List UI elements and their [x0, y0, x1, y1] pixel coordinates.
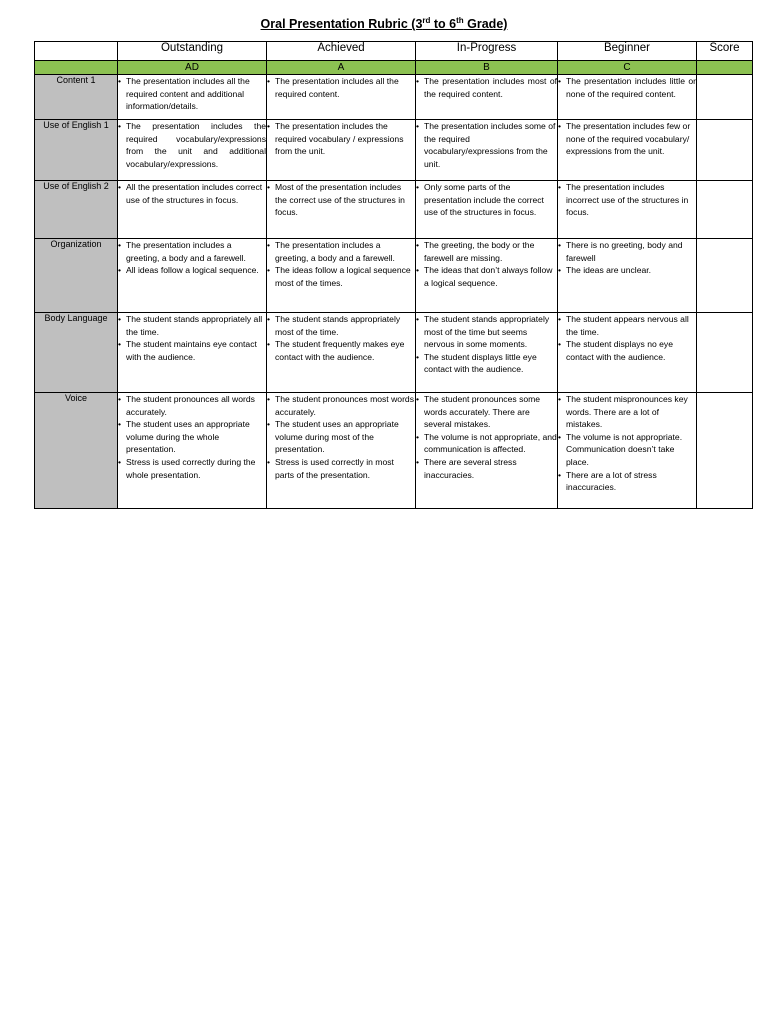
descriptor-item: • The volume is not appropriate. Communication doesn’t take place. [558, 431, 696, 469]
descriptor-item: • The student stands appropriately most of the time. [267, 313, 415, 338]
descriptor-item: • The presentation includes the required vocabulary / expressions from the unit. [267, 120, 415, 158]
descriptor-cell [416, 75, 558, 120]
descriptor-item: • The presentation includes all the required content and additional information/details. [118, 75, 266, 113]
descriptor-list [267, 120, 415, 158]
descriptor-item: • There is no greeting, body and farewell [558, 239, 696, 264]
descriptor-item: • The presentation includes a greeting, a body and a farewell. [267, 239, 415, 264]
column-header-score: Score [697, 42, 753, 61]
descriptor-list [118, 393, 266, 481]
descriptor-item: • The student appears nervous all the time. [558, 313, 696, 338]
descriptor-cell [416, 120, 558, 181]
descriptor-item: • The ideas follow a logical sequence most of the times. [267, 264, 415, 289]
descriptor-list [416, 120, 557, 170]
descriptor-list [558, 313, 696, 363]
descriptor-item: • The presentation includes some of the required vocabulary/expressions from the unit. [416, 120, 557, 170]
column-header-beginner: Beginner [558, 42, 697, 61]
descriptor-list [118, 181, 266, 206]
descriptor-cell [267, 75, 416, 120]
descriptor-item: • The presentation includes little or none of the required content. [558, 75, 696, 100]
descriptor-cell [267, 181, 416, 239]
descriptor-item: • The student displays no eye contact with the audience. [558, 338, 696, 363]
rubric-row [35, 239, 753, 313]
descriptor-item: • Most of the presentation includes the correct use of the structures in focus. [267, 181, 415, 219]
descriptor-item: • The greeting, the body or the farewell are missing. [416, 239, 557, 264]
descriptor-list [267, 393, 415, 481]
descriptor-cell [558, 393, 697, 509]
descriptor-cell [118, 120, 267, 181]
descriptor-cell [558, 239, 697, 313]
descriptor-item: • The presentation includes all the required content. [267, 75, 415, 100]
descriptor-list [267, 239, 415, 289]
column-header-in-progress: In-Progress [416, 42, 558, 61]
descriptor-item: • Only some parts of the presentation include the correct use of the structures in focus. [416, 181, 557, 219]
descriptor-list [558, 239, 696, 277]
descriptor-item: • The presentation includes incorrect use of the structures in focus. [558, 181, 696, 219]
descriptor-item: • The student maintains eye contact with the audience. [118, 338, 266, 363]
grade-corner-cell [35, 61, 118, 75]
descriptor-item: • The volume is not appropriate, and communication is affected. [416, 431, 557, 456]
descriptor-cell [267, 393, 416, 509]
descriptor-item: • The student frequently makes eye contact with the audience. [267, 338, 415, 363]
document-title: Oral Presentation Rubric (3rd to 6th Grade) [260, 16, 508, 32]
descriptor-cell [558, 181, 697, 239]
criterion-label: Content 1 [35, 75, 118, 120]
descriptor-list [416, 239, 557, 289]
descriptor-item: • All the presentation includes correct use of the structures in focus. [118, 181, 266, 206]
criterion-label: Use of English 1 [35, 120, 118, 181]
descriptor-cell [267, 120, 416, 181]
descriptor-cell [558, 120, 697, 181]
descriptor-item: • The presentation includes the required vocabulary/expressions from the unit and additional vocabulary/expressions. [118, 120, 266, 170]
descriptor-cell [118, 313, 267, 393]
descriptor-list [118, 239, 266, 277]
score-cell[interactable] [697, 393, 753, 509]
criterion-label: Use of English 2 [35, 181, 118, 239]
descriptor-item: • The presentation includes most of the required content. [416, 75, 557, 100]
descriptor-list [118, 120, 266, 170]
descriptor-item: • The student pronounces most words accurately. [267, 393, 415, 418]
grade-label-a: A [267, 61, 416, 75]
descriptor-item: • Stress is used correctly in most parts of the presentation. [267, 456, 415, 481]
descriptor-item: • There are several stress inaccuracies. [416, 456, 557, 481]
descriptor-list [416, 181, 557, 219]
score-cell[interactable] [697, 181, 753, 239]
descriptor-item: • Stress is used correctly during the whole presentation. [118, 456, 266, 481]
descriptor-item: • All ideas follow a logical sequence. [118, 264, 266, 277]
descriptor-list [267, 75, 415, 100]
column-header-achieved: Achieved [267, 42, 416, 61]
descriptor-cell [416, 313, 558, 393]
header-row [35, 42, 753, 61]
descriptor-list [416, 313, 557, 376]
corner-cell [35, 42, 118, 61]
criterion-label: Body Language [35, 313, 118, 393]
descriptor-cell [267, 313, 416, 393]
descriptor-list [118, 75, 266, 113]
grade-label-b: B [416, 61, 558, 75]
rubric-row [35, 181, 753, 239]
descriptor-item: • The student stands appropriately most of the time but seems nervous in some moments. [416, 313, 557, 351]
descriptor-item: • The student pronounces all words accurately. [118, 393, 266, 418]
criterion-label: Organization [35, 239, 118, 313]
descriptor-list [558, 75, 696, 100]
descriptor-item: • The student stands appropriately all the time. [118, 313, 266, 338]
descriptor-cell [267, 239, 416, 313]
descriptor-cell [416, 239, 558, 313]
descriptor-list [267, 181, 415, 219]
score-cell[interactable] [697, 239, 753, 313]
descriptor-item: • The ideas are unclear. [558, 264, 696, 277]
score-cell[interactable] [697, 75, 753, 120]
grade-row [35, 61, 753, 75]
descriptor-cell [558, 75, 697, 120]
descriptor-cell [558, 313, 697, 393]
descriptor-cell [416, 393, 558, 509]
descriptor-item: • The presentation includes few or none of the required vocabulary/ expressions from the unit. [558, 120, 696, 158]
descriptor-item: • The student uses an appropriate volume during the whole presentation. [118, 418, 266, 456]
descriptor-item: • The presentation includes a greeting, a body and a farewell. [118, 239, 266, 264]
descriptor-item: • The student displays little eye contact with the audience. [416, 351, 557, 376]
rubric-row [35, 393, 753, 509]
descriptor-list [558, 181, 696, 219]
score-cell[interactable] [697, 120, 753, 181]
descriptor-list [558, 120, 696, 158]
descriptor-list [416, 75, 557, 100]
rubric-row [35, 120, 753, 181]
descriptor-item: • The student uses an appropriate volume during most of the presentation. [267, 418, 415, 456]
descriptor-cell [118, 75, 267, 120]
descriptor-item: • The student pronounces some words accurately. There are several mistakes. [416, 393, 557, 431]
descriptor-item: • The student mispronounces key words. There are a lot of mistakes. [558, 393, 696, 431]
descriptor-cell [118, 393, 267, 509]
descriptor-list [558, 393, 696, 494]
descriptor-item: • The ideas that don’t always follow a logical sequence. [416, 264, 557, 289]
descriptor-list [267, 313, 415, 363]
descriptor-cell [118, 181, 267, 239]
score-cell[interactable] [697, 313, 753, 393]
rubric-table [34, 41, 753, 509]
criterion-label: Voice [35, 393, 118, 509]
descriptor-list [118, 313, 266, 363]
rubric-row [35, 75, 753, 120]
grade-score-cell [697, 61, 753, 75]
grade-label-ad: AD [118, 61, 267, 75]
descriptor-cell [416, 181, 558, 239]
column-header-outstanding: Outstanding [118, 42, 267, 61]
descriptor-cell [118, 239, 267, 313]
descriptor-item: • There are a lot of stress inaccuracies. [558, 469, 696, 494]
rubric-row [35, 313, 753, 393]
grade-label-c: C [558, 61, 697, 75]
descriptor-list [416, 393, 557, 481]
